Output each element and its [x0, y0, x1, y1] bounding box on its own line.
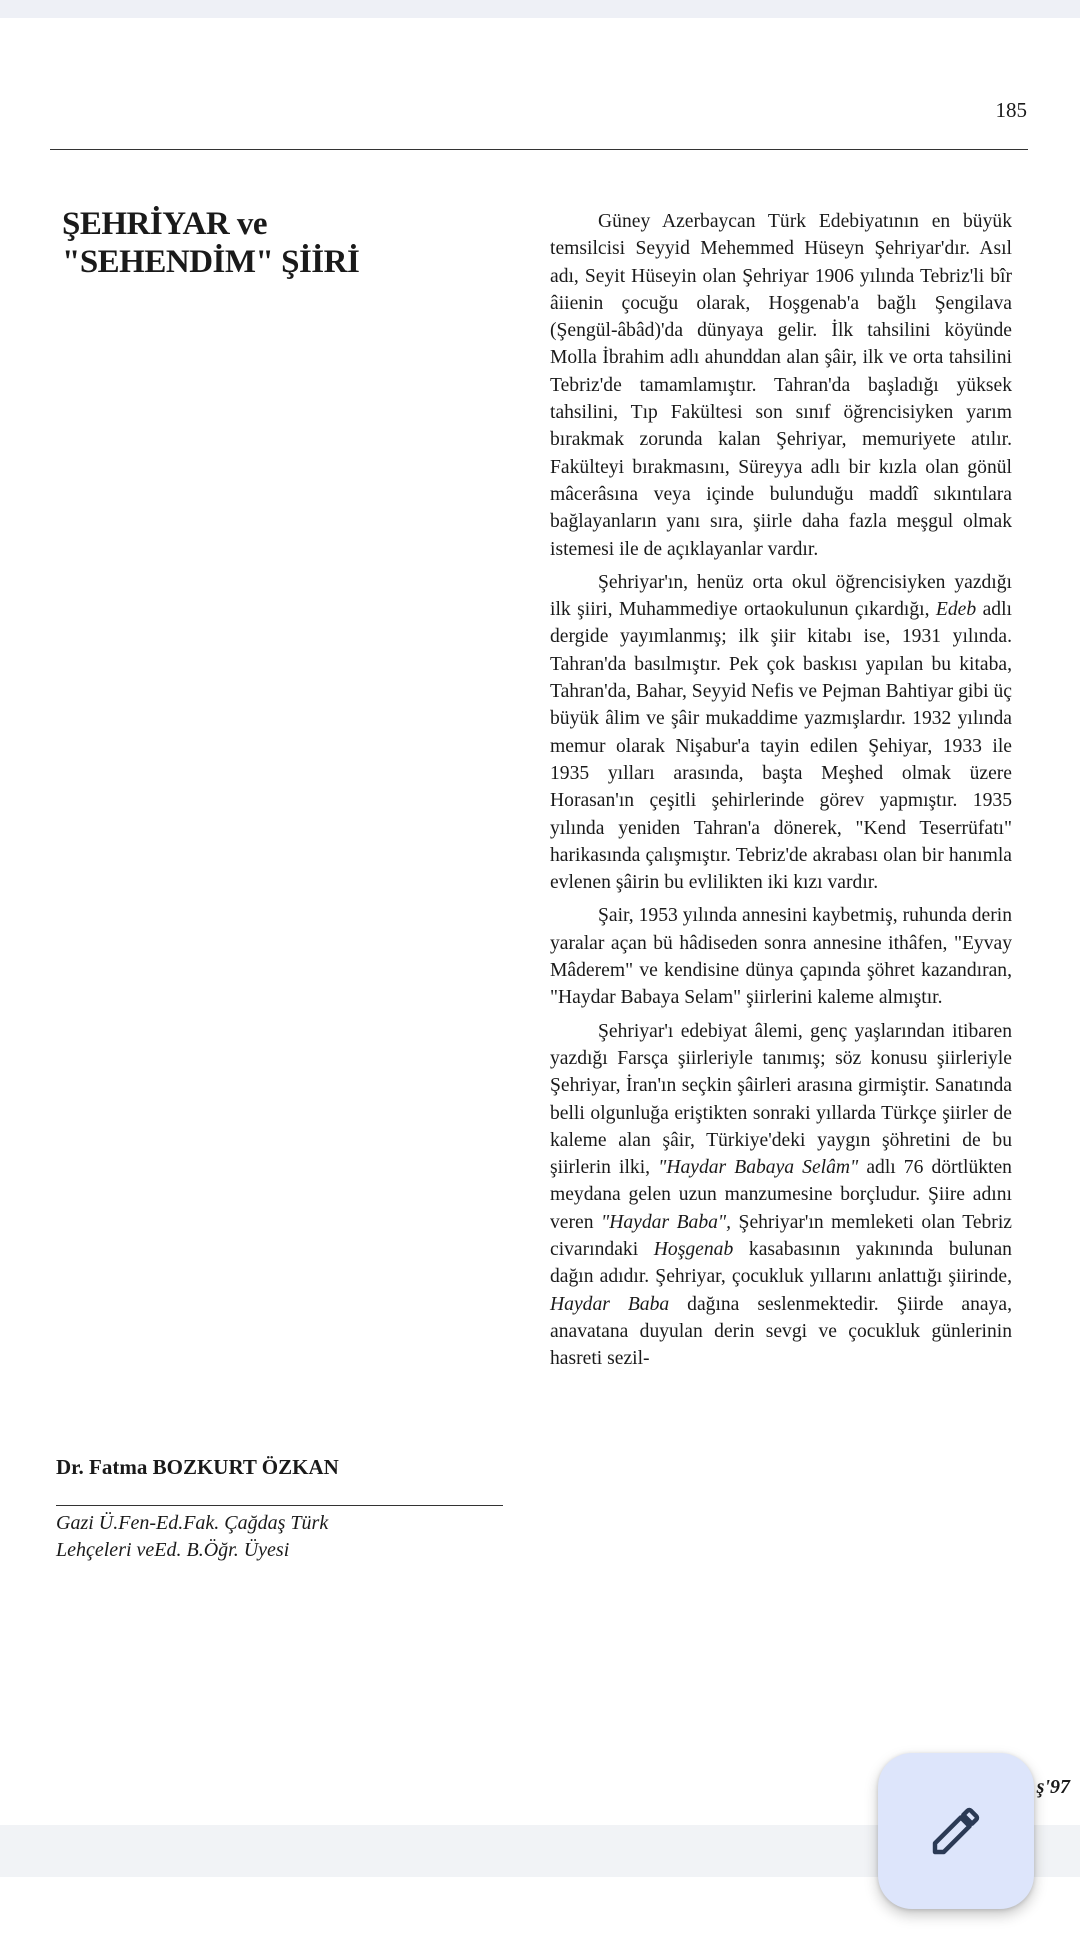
italic-text: "Haydar Baba",: [601, 1211, 732, 1233]
italic-text: Edeb: [935, 599, 977, 621]
title-line: ŞEHRİYAR ve: [62, 206, 268, 242]
article-title: [62, 205, 482, 281]
paragraph: Şair, 1953 yılında annesini kaybetmiş, ruhunda derin yaralar açan bü hâdiseden sonra annesine ithâfen, "Eyvay Mâderem" ve kendisine dünya çapında şöhret kazandıran, "Haydar Babaya Selam" şiirlerini kaleme almıştır.: [550, 905, 1012, 1009]
paragraph: Şehriyar'ın, henüz orta okul öğrencisiyken yazdığı ilk şiiri, Muhammediye ortaokulunun çıkardığı, Edeb adlı dergide yayımlanmış; ilk şiir kitabı ise, 1931 yılında. Tahran'da basılmıştır. Pek çok baskısı yapılan bu kitaba, Tahran'da, Bahar, Seyyid Nefis ve Pejman Bahtiyar gibi üç büyük âlim ve şâir mukaddime yazmışlardır. 1932 yılında memur olarak Nişabur'a tayin edilen Şehiyar, 1933 ile 1935 yılları arasında, başta Meşhed olmak üzere Horasan'ın çeşitli şehirlerinde görev yapmıştır. 1935 yılında yeniden Tahran'a dönerek, "Kend Teserrüfatı" harikasında çalışmıştır. Tebriz'de akrabası olan bir hanımla evlenen şâirin bu evlilikten iki kızı vardır.: [550, 571, 1012, 894]
article-body: [550, 208, 1012, 1378]
italic-text: "Haydar Babaya Selâm": [658, 1157, 859, 1179]
title-line: "SEHENDİM" ŞİİRİ: [62, 244, 360, 280]
top-bar: [0, 0, 1080, 18]
author-affiliation: [56, 1510, 328, 1564]
paragraph: Şehriyar'ı edebiyat âlemi, genç yaşlarından itibaren yazdığı Farsça şiirleriyle tanımış; söz konusu şiirleriyle Şehriyar, İran'ın seçkin şâirleri arasına girmiştir. Sanatında belli olgunluğa eriştikten sonraki yıllarda Türkçe şiirler de kaleme alan şâir, Türkiye'deki yaygın şöhretini de bu şiirlerin ilki, "Haydar Babaya Selâm" adlı 76 dörtlükten meydana gelen uzun manzumesine borçludur. Şiire adını veren "Haydar Baba", Şehriyar'ın memleketi olan Tebriz civarındaki Hoşgenab kasabasının yakınında bulunan dağın adıdır. Şehriyar, çocukluk yıllarını anlattığı şiirinde, Haydar Baba dağına seslenmektedir. Şiirde anaya, anavatana duyulan derin sevgi ve çocukluk günlerinin hasreti sezil-: [550, 1020, 1012, 1370]
author-divider: [56, 1505, 503, 1506]
pencil-icon: [928, 1803, 984, 1859]
italic-text: Hoşgenab: [653, 1238, 734, 1260]
paragraph: Güney Azerbaycan Türk Edebiyatının en büyük temsilcisi Seyyid Mehemmed Hüseyn Şehriyar'dır. Asıl adı, Seyit Hüseyin olan Şehriyar 1906 yılında Tebriz'li bîr âiienin çocuğu olarak, Hoşgenab'a bağlı Şengilava (Şengül-âbâd)'da dünyaya gelir. İlk tahsilini köyünde Molla İbrahim adlı ahunddan alan şâir, ilk ve orta tahsilini Tebriz'de tamamlamıştır. Tahran'da başladığı yüksek tahsilini, Tıp Fakültesi son sınıf öğrencisiyken yarım bırakmak zorunda kalan Şehriyar, memuriyete atılır. Fakülteyi bırakmasını, Süreyya adlı bir kızla olan gönül mâcerâsına veya içinde bulunduğu maddî sıkıntılara bağlayanların yanı sıra, şiirle daha fazla meşgul olmak istemesi ile de açıklayanlar vardır.: [550, 211, 1012, 560]
header-rule: [50, 149, 1028, 150]
page-number: 185: [995, 98, 1027, 122]
footer-text: ş'97: [1036, 1776, 1070, 1798]
author-name: Dr. Fatma BOZKURT ÖZKAN: [56, 1455, 339, 1479]
affiliation-line: Gazi Ü.Fen-Ed.Fak. Çağdaş Türk: [56, 1512, 329, 1534]
italic-text: Haydar Baba: [550, 1293, 670, 1315]
affiliation-line: Lehçeleri veEd. B.Öğr. Üyesi: [56, 1539, 290, 1561]
edit-button[interactable]: [878, 1753, 1034, 1909]
